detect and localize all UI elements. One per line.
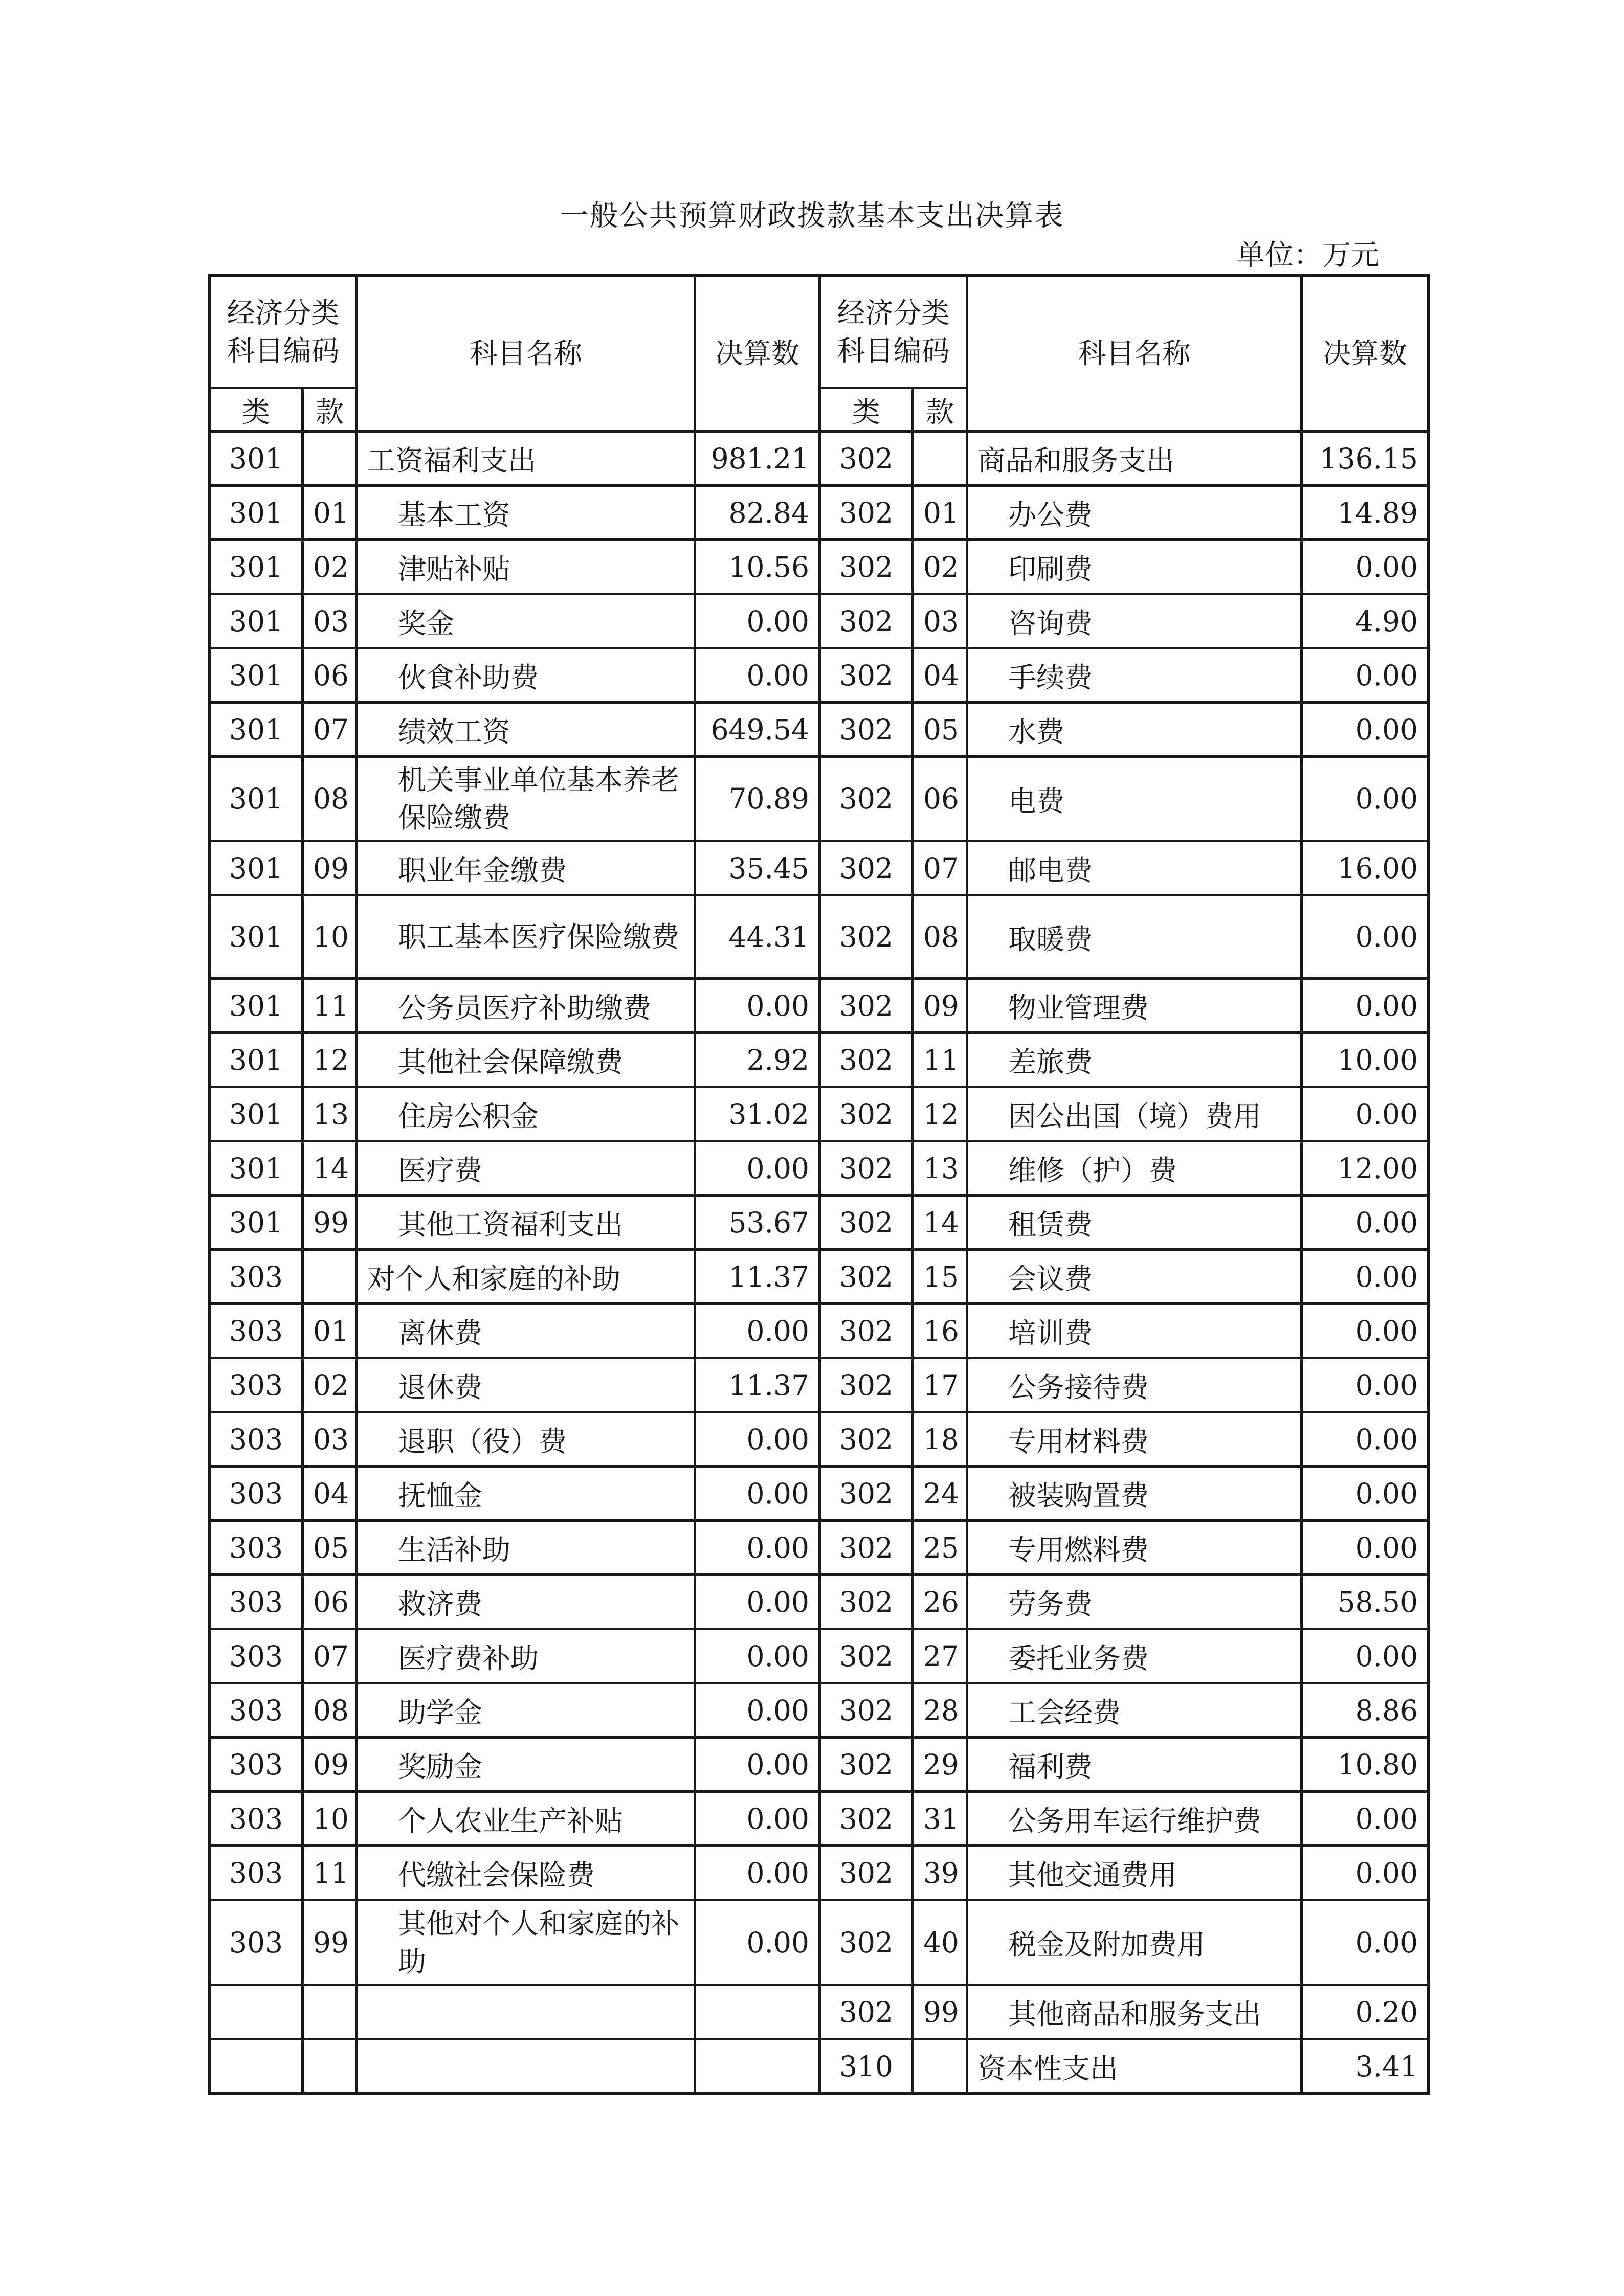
right-class-code: 302	[820, 1575, 913, 1629]
right-class-code: 302	[820, 432, 913, 486]
right-amount: 0.00	[1302, 1900, 1429, 1985]
right-item-code: 05	[913, 703, 967, 757]
right-item-code: 08	[913, 895, 967, 979]
left-amount: 44.31	[695, 895, 820, 979]
left-subject-name: 救济费	[357, 1575, 695, 1629]
left-amount: 0.00	[695, 1467, 820, 1521]
left-item-code: 05	[303, 1521, 357, 1575]
header-code-group-right: 经济分类科目编码	[820, 276, 967, 388]
left-subject-name	[357, 1985, 695, 2039]
left-item-code: 03	[303, 594, 357, 648]
left-subject-name: 离休费	[357, 1304, 695, 1358]
right-amount: 0.00	[1302, 1196, 1429, 1250]
left-amount: 0.00	[695, 1575, 820, 1629]
left-subject-name	[357, 2039, 695, 2094]
left-subject-name: 退休费	[357, 1358, 695, 1412]
table-row	[210, 1196, 1429, 1250]
right-item-code: 13	[913, 1141, 967, 1196]
right-subject-name: 被装购置费	[967, 1467, 1302, 1521]
table-row	[210, 1683, 1429, 1738]
left-amount: 70.89	[695, 757, 820, 841]
right-class-code: 302	[820, 1738, 913, 1792]
right-amount: 0.00	[1302, 1792, 1429, 1846]
right-subject-name: 水费	[967, 703, 1302, 757]
right-class-code: 310	[820, 2039, 913, 2094]
right-subject-name: 商品和服务支出	[967, 432, 1302, 486]
left-class-code: 301	[210, 895, 303, 979]
right-class-code: 302	[820, 1250, 913, 1304]
right-subject-name: 委托业务费	[967, 1629, 1302, 1683]
left-item-code: 10	[303, 895, 357, 979]
left-item-code	[303, 2039, 357, 2094]
left-subject-name: 基本工资	[357, 486, 695, 540]
table-row	[210, 1033, 1429, 1087]
left-class-code: 301	[210, 1033, 303, 1087]
right-class-code: 302	[820, 1846, 913, 1900]
right-class-code: 302	[820, 1985, 913, 2039]
right-amount: 0.00	[1302, 1358, 1429, 1412]
left-class-code: 301	[210, 1141, 303, 1196]
right-amount: 3.41	[1302, 2039, 1429, 2094]
right-item-code: 26	[913, 1575, 967, 1629]
right-class-code: 302	[820, 1683, 913, 1738]
left-amount: 0.00	[695, 1521, 820, 1575]
left-subject-name: 其他社会保障缴费	[357, 1033, 695, 1087]
left-item-code: 02	[303, 540, 357, 594]
right-amount: 58.50	[1302, 1575, 1429, 1629]
table-row	[210, 1575, 1429, 1629]
right-item-code: 24	[913, 1467, 967, 1521]
left-item-code: 08	[303, 1683, 357, 1738]
header-class-left: 类	[210, 388, 303, 432]
table-row	[210, 979, 1429, 1033]
left-subject-name: 退职（役）费	[357, 1412, 695, 1467]
left-amount: 0.00	[695, 1792, 820, 1846]
left-class-code: 301	[210, 540, 303, 594]
left-subject-name: 医疗费	[357, 1141, 695, 1196]
right-subject-name: 咨询费	[967, 594, 1302, 648]
document-title: 一般公共预算财政拨款基本支出决算表	[560, 199, 1064, 233]
right-amount: 0.00	[1302, 1629, 1429, 1683]
left-subject-name: 职工基本医疗保险缴费	[357, 895, 695, 979]
left-item-code	[303, 432, 357, 486]
left-amount: 0.00	[695, 1629, 820, 1683]
left-item-code: 02	[303, 1358, 357, 1412]
right-item-code: 06	[913, 757, 967, 841]
right-subject-name: 差旅费	[967, 1033, 1302, 1087]
left-subject-name: 奖金	[357, 594, 695, 648]
left-item-code: 13	[303, 1087, 357, 1141]
left-subject-name: 工资福利支出	[357, 432, 695, 486]
right-item-code: 07	[913, 841, 967, 895]
right-subject-name: 工会经费	[967, 1683, 1302, 1738]
right-amount: 10.80	[1302, 1738, 1429, 1792]
left-amount: 981.21	[695, 432, 820, 486]
left-item-code: 11	[303, 1846, 357, 1900]
left-item-code: 04	[303, 1467, 357, 1521]
right-class-code: 302	[820, 1467, 913, 1521]
right-amount: 0.00	[1302, 1087, 1429, 1141]
left-amount: 0.00	[695, 1304, 820, 1358]
right-item-code: 15	[913, 1250, 967, 1304]
left-amount: 11.37	[695, 1358, 820, 1412]
left-class-code: 303	[210, 1250, 303, 1304]
left-class-code: 303	[210, 1521, 303, 1575]
left-amount: 0.00	[695, 979, 820, 1033]
left-item-code: 01	[303, 486, 357, 540]
table-row	[210, 648, 1429, 703]
left-subject-name: 代缴社会保险费	[357, 1846, 695, 1900]
left-class-code: 301	[210, 841, 303, 895]
left-item-code: 09	[303, 841, 357, 895]
left-class-code: 303	[210, 1792, 303, 1846]
left-item-code: 06	[303, 648, 357, 703]
left-subject-name: 医疗费补助	[357, 1629, 695, 1683]
left-class-code: 303	[210, 1358, 303, 1412]
left-amount: 11.37	[695, 1250, 820, 1304]
right-item-code: 39	[913, 1846, 967, 1900]
right-class-code: 302	[820, 540, 913, 594]
left-subject-name: 职业年金缴费	[357, 841, 695, 895]
header-amount-right: 决算数	[1302, 276, 1429, 432]
left-item-code: 06	[303, 1575, 357, 1629]
left-class-code: 301	[210, 1087, 303, 1141]
header-row	[210, 276, 1429, 388]
right-item-code: 25	[913, 1521, 967, 1575]
table-row	[210, 594, 1429, 648]
right-class-code: 302	[820, 594, 913, 648]
right-subject-name: 其他交通费用	[967, 1846, 1302, 1900]
left-subject-name: 公务员医疗补助缴费	[357, 979, 695, 1033]
right-class-code: 302	[820, 895, 913, 979]
left-class-code: 301	[210, 1196, 303, 1250]
right-subject-name: 手续费	[967, 648, 1302, 703]
table-row	[210, 1087, 1429, 1141]
table-row	[210, 703, 1429, 757]
right-class-code: 302	[820, 648, 913, 703]
left-item-code: 11	[303, 979, 357, 1033]
right-class-code: 302	[820, 1304, 913, 1358]
left-amount: 0.00	[695, 1141, 820, 1196]
right-item-code: 31	[913, 1792, 967, 1846]
left-item-code: 99	[303, 1196, 357, 1250]
left-subject-name: 其他对个人和家庭的补助	[357, 1900, 695, 1985]
table-row	[210, 1250, 1429, 1304]
table-row	[210, 1412, 1429, 1467]
right-subject-name: 租赁费	[967, 1196, 1302, 1250]
left-class-code: 303	[210, 1304, 303, 1358]
right-item-code: 01	[913, 486, 967, 540]
table-row	[210, 1792, 1429, 1846]
left-amount: 35.45	[695, 841, 820, 895]
right-item-code: 16	[913, 1304, 967, 1358]
left-amount	[695, 1985, 820, 2039]
right-subject-name: 会议费	[967, 1250, 1302, 1304]
left-class-code: 303	[210, 1683, 303, 1738]
right-amount: 0.20	[1302, 1985, 1429, 2039]
table-row	[210, 757, 1429, 841]
table-row	[210, 486, 1429, 540]
right-item-code	[913, 432, 967, 486]
left-subject-name: 其他工资福利支出	[357, 1196, 695, 1250]
table-row	[210, 540, 1429, 594]
left-class-code: 301	[210, 486, 303, 540]
budget-table	[208, 274, 1430, 2095]
left-class-code: 303	[210, 1846, 303, 1900]
left-item-code: 07	[303, 1629, 357, 1683]
right-item-code: 28	[913, 1683, 967, 1738]
left-item-code: 99	[303, 1900, 357, 1985]
right-item-code: 27	[913, 1629, 967, 1683]
right-amount: 136.15	[1302, 432, 1429, 486]
left-subject-name: 助学金	[357, 1683, 695, 1738]
right-item-code: 09	[913, 979, 967, 1033]
right-item-code: 03	[913, 594, 967, 648]
left-class-code: 301	[210, 432, 303, 486]
left-amount	[695, 2039, 820, 2094]
header-name-right: 科目名称	[967, 276, 1302, 432]
right-class-code: 302	[820, 703, 913, 757]
right-class-code: 302	[820, 1196, 913, 1250]
left-subject-name: 奖励金	[357, 1738, 695, 1792]
left-class-code	[210, 1985, 303, 2039]
table-row	[210, 895, 1429, 979]
left-subject-name: 生活补助	[357, 1521, 695, 1575]
right-subject-name: 维修（护）费	[967, 1141, 1302, 1196]
left-class-code: 303	[210, 1629, 303, 1683]
right-subject-name: 资本性支出	[967, 2039, 1302, 2094]
table-row	[210, 1900, 1429, 1985]
left-item-code: 12	[303, 1033, 357, 1087]
right-amount: 0.00	[1302, 1846, 1429, 1900]
left-amount: 82.84	[695, 486, 820, 540]
right-item-code: 04	[913, 648, 967, 703]
right-class-code: 302	[820, 757, 913, 841]
table-row	[210, 1521, 1429, 1575]
right-subject-name: 邮电费	[967, 841, 1302, 895]
unit-label: 单位：万元	[1236, 239, 1380, 272]
right-amount: 0.00	[1302, 1412, 1429, 1467]
right-amount: 0.00	[1302, 540, 1429, 594]
left-amount: 10.56	[695, 540, 820, 594]
left-class-code: 301	[210, 594, 303, 648]
left-item-code: 09	[303, 1738, 357, 1792]
header-class-right: 类	[820, 388, 913, 432]
right-item-code: 12	[913, 1087, 967, 1141]
left-amount: 0.00	[695, 1412, 820, 1467]
header-code-group-left: 经济分类科目编码	[210, 276, 357, 388]
right-subject-name: 其他商品和服务支出	[967, 1985, 1302, 2039]
right-amount: 14.89	[1302, 486, 1429, 540]
table-row	[210, 2039, 1429, 2094]
right-amount: 0.00	[1302, 1521, 1429, 1575]
header-name-left: 科目名称	[357, 276, 695, 432]
left-amount: 0.00	[695, 1900, 820, 1985]
left-class-code: 303	[210, 1738, 303, 1792]
left-class-code: 303	[210, 1900, 303, 1985]
left-class-code: 303	[210, 1575, 303, 1629]
right-subject-name: 税金及附加费用	[967, 1900, 1302, 1985]
left-item-code	[303, 1250, 357, 1304]
left-amount: 0.00	[695, 1683, 820, 1738]
table-row	[210, 1629, 1429, 1683]
right-item-code: 11	[913, 1033, 967, 1087]
table-row	[210, 1304, 1429, 1358]
right-item-code: 02	[913, 540, 967, 594]
right-amount: 4.90	[1302, 594, 1429, 648]
right-class-code: 302	[820, 1033, 913, 1087]
right-amount: 0.00	[1302, 1467, 1429, 1521]
left-subject-name: 住房公积金	[357, 1087, 695, 1141]
table-row	[210, 1985, 1429, 2039]
left-amount: 53.67	[695, 1196, 820, 1250]
right-item-code: 14	[913, 1196, 967, 1250]
right-class-code: 302	[820, 1792, 913, 1846]
left-item-code	[303, 1985, 357, 2039]
left-subject-name: 机关事业单位基本养老保险缴费	[357, 757, 695, 841]
left-amount: 0.00	[695, 648, 820, 703]
right-class-code: 302	[820, 1629, 913, 1683]
header-item-left: 款	[303, 388, 357, 432]
right-subject-name: 公务用车运行维护费	[967, 1792, 1302, 1846]
left-class-code: 301	[210, 979, 303, 1033]
left-item-code: 07	[303, 703, 357, 757]
table-row	[210, 1358, 1429, 1412]
right-amount: 0.00	[1302, 703, 1429, 757]
left-amount: 0.00	[695, 1738, 820, 1792]
right-item-code: 18	[913, 1412, 967, 1467]
left-subject-name: 对个人和家庭的补助	[357, 1250, 695, 1304]
right-amount: 0.00	[1302, 1250, 1429, 1304]
right-subject-name: 专用燃料费	[967, 1521, 1302, 1575]
right-amount: 0.00	[1302, 757, 1429, 841]
left-amount: 649.54	[695, 703, 820, 757]
right-subject-name: 印刷费	[967, 540, 1302, 594]
left-amount: 31.02	[695, 1087, 820, 1141]
right-class-code: 302	[820, 1358, 913, 1412]
right-class-code: 302	[820, 1521, 913, 1575]
left-subject-name: 伙食补助费	[357, 648, 695, 703]
right-item-code	[913, 2039, 967, 2094]
left-subject-name: 绩效工资	[357, 703, 695, 757]
left-class-code: 303	[210, 1467, 303, 1521]
table-row	[210, 1141, 1429, 1196]
right-class-code: 302	[820, 1412, 913, 1467]
right-subject-name: 培训费	[967, 1304, 1302, 1358]
right-subject-name: 因公出国（境）费用	[967, 1087, 1302, 1141]
table-row	[210, 841, 1429, 895]
right-item-code: 29	[913, 1738, 967, 1792]
left-class-code: 303	[210, 1412, 303, 1467]
table-row	[210, 432, 1429, 486]
right-amount: 0.00	[1302, 1304, 1429, 1358]
right-subject-name: 取暖费	[967, 895, 1302, 979]
right-class-code: 302	[820, 841, 913, 895]
left-amount: 0.00	[695, 594, 820, 648]
right-class-code: 302	[820, 1141, 913, 1196]
right-class-code: 302	[820, 486, 913, 540]
table-row	[210, 1467, 1429, 1521]
right-subject-name: 福利费	[967, 1738, 1302, 1792]
right-subject-name: 物业管理费	[967, 979, 1302, 1033]
right-subject-name: 电费	[967, 757, 1302, 841]
right-class-code: 302	[820, 1900, 913, 1985]
right-amount: 12.00	[1302, 1141, 1429, 1196]
left-class-code: 301	[210, 757, 303, 841]
table-row	[210, 1738, 1429, 1792]
right-subject-name: 专用材料费	[967, 1412, 1302, 1467]
right-amount: 16.00	[1302, 841, 1429, 895]
left-subject-name: 个人农业生产补贴	[357, 1792, 695, 1846]
left-item-code: 14	[303, 1141, 357, 1196]
right-class-code: 302	[820, 1087, 913, 1141]
left-amount: 0.00	[695, 1846, 820, 1900]
right-subject-name: 公务接待费	[967, 1358, 1302, 1412]
right-item-code: 40	[913, 1900, 967, 1985]
right-amount: 0.00	[1302, 979, 1429, 1033]
left-class-code: 301	[210, 703, 303, 757]
header-item-right: 款	[913, 388, 967, 432]
right-amount: 0.00	[1302, 895, 1429, 979]
right-amount: 10.00	[1302, 1033, 1429, 1087]
right-class-code: 302	[820, 979, 913, 1033]
left-class-code: 301	[210, 648, 303, 703]
right-item-code: 99	[913, 1985, 967, 2039]
left-subject-name: 津贴补贴	[357, 540, 695, 594]
left-item-code: 10	[303, 1792, 357, 1846]
table-row	[210, 1846, 1429, 1900]
right-subject-name: 劳务费	[967, 1575, 1302, 1629]
left-class-code	[210, 2039, 303, 2094]
right-amount: 0.00	[1302, 648, 1429, 703]
right-amount: 8.86	[1302, 1683, 1429, 1738]
left-item-code: 03	[303, 1412, 357, 1467]
right-item-code: 17	[913, 1358, 967, 1412]
left-item-code: 08	[303, 757, 357, 841]
left-amount: 2.92	[695, 1033, 820, 1087]
header-amount-left: 决算数	[695, 276, 820, 432]
left-subject-name: 抚恤金	[357, 1467, 695, 1521]
right-subject-name: 办公费	[967, 486, 1302, 540]
left-item-code: 01	[303, 1304, 357, 1358]
